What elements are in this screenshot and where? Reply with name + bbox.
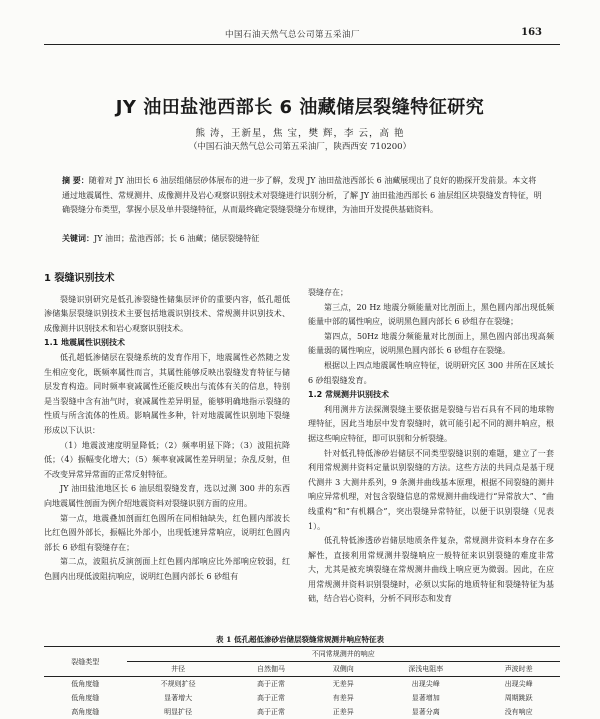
abstract [62,173,542,218]
paragraph: 裂缝存在； [308,288,348,297]
table-cell: 高于正常 [257,680,285,688]
header-rule [44,44,560,45]
table-header: 声波时差 [504,665,533,673]
table-cell: 无差异 [332,680,354,688]
page-number: 163 [521,27,542,38]
keywords [62,233,542,244]
section-heading-1: 1 裂缝识别技术 [44,273,115,284]
running-header [0,28,600,44]
running-title: 中国石油天然气总公司第五采油厂 [225,30,361,40]
paragraph: 第二点，波阻抗反演剖面上红色圆内部响应比外部响应较弱，红色圆内出现低波阻抗响应，说明红色圆内部长 6 砂组有 [44,557,290,581]
paragraph: 针对低孔特低渗砂岩储层不同类型裂缝识别的难题，建立了一套利用常规测井资料定量识别裂缝的方法。这些方法的共同点是基于现代测井 3 大测井系列，9 条测井曲线基本原理，根据不同裂缝的测井响应异常机理，对包含裂缝信息的常规测井曲线进行“异常放大”、“曲线重构”和“有机耦合”，突出裂缝异常特征，以便于识别裂缝（见表 1）。 [308,448,554,531]
table-cell: 有差异 [332,694,354,702]
paragraph: 根据以上四点地震属性响应特征，说明研究区 300 井所在区域长 6 砂组裂缝发育。 [308,360,554,385]
left-column [44,272,290,584]
table-cell: 高于正常 [257,708,285,716]
table-cell: 没有响应 [504,708,533,716]
paragraph: 第四点，50Hz 地震分频能量对比剖面上，黑色圆内部出现高频能量弱的属性响应，说明黑色圆内部长 6 砂组存在裂缝。 [308,331,554,356]
abstract-text: 随着对 JY 油田长 6 油层组储层砂体展布的进一步了解，发现 JY 油田盐池西部长 6 油藏展现出了良好的勘探开发前景。本文将通过地震属性、常规测井、成像测井及岩心观察识别技术对裂缝进行识别分析，了解 JY 油田盐池西部长 6 油层组区块裂缝发育特征，明确裂缝分布类型，掌握小层及单井裂缝特征，从而最终确定裂缝裂缝分布规律，为油田开发提供基础资料。 [62,176,542,214]
table-cell: 周期跳跃 [504,694,533,702]
table-cell: 显著增加 [411,694,440,702]
table-cell: 高于正常 [257,694,285,702]
keywords-text: JY 油田；盐池西部；长 6 油藏；储层裂缝特征 [94,234,260,243]
table-cell: 不规则扩径 [160,680,196,688]
paragraph: 裂缝识别研究是低孔渗裂缝性储集层评价的重要内容，低孔超低渗储集层裂缝识别技术主要包括地震识别技术、常规测井识别技术、成像测井识别技术和岩心观察识别技术。 [44,294,290,333]
table-cell: 高角度缝 [71,708,100,716]
subsection-heading-1-1: 1.1 地震属性识别技术 [44,338,125,348]
paragraph: JY 油田盐池地区长 6 油层组裂缝发育，选以过测 300 井的东西向地震属性剖面为例介绍地震资料对裂缝识别方面的应用。 [44,484,290,508]
table-cell: 低角度缝 [71,694,100,702]
affiliation: （中国石油天然气总公司第五采油厂，陕西西安 710200） [188,142,412,152]
paragraph: 利用测井方法探测裂缝主要依据是裂缝与岩石具有不同的地球物理特征，因此当地层中发育裂缝时，就可能引起不同的测井响应，根据这些响应特征，即可识别和分析裂缝。 [308,404,554,443]
paragraph: 第三点，20 Hz 地震分频能量对比剖面上，黑色圆内部出现低频能量中部的属性响应，说明黑色圆内部长 6 砂组存在裂缝； [308,302,554,327]
right-column [308,286,554,607]
table-header-group: 不同常规测井的响应 [127,647,560,662]
table-cell: 出现尖峰 [411,680,440,688]
table-header: 自然伽马 [257,665,285,673]
table-cell: 显著分离 [411,708,440,716]
paragraph: 低孔特低渗透砂岩储层地质条件复杂，常规测井资料本身存在多解性，直接利用常规测井裂缝响应一般特征来识别裂缝的难度非常大，尤其是被充填裂缝在常规测井曲线上响应更为微弱。因此，在应用常规测井资料识别裂缝时，必须以实际的地质特征和裂缝特征为基础，结合岩心资料，分析不同形态和发育 [308,536,554,604]
table-header-fracture-type: 裂缝类型 [71,657,100,666]
paper-title: JY 油田盐池西部长 6 油藏储层裂缝特征研究 [115,97,485,118]
table-cell: 出现尖峰 [504,680,533,688]
table-row [44,677,560,692]
paragraph: 第一点，地震叠加剖面红色圆所在同相轴缺失，红色圆内部波长比红色圆外部长，振幅比外部小，出现低速异常响应，说明红色圆内部长 6 砂组有裂缝存在； [44,513,290,552]
table-caption: 表 1 低孔超低渗砂岩储层裂缝常规测井响应特征表 [216,635,384,644]
table-header: 深浅电阻率 [408,665,444,673]
table-cell: 明显扩径 [164,708,193,716]
paragraph: （1）地震波速度明显降低；（2）频率明显下降；（3）波阻抗降低；（4）振幅变化增大；（5）频率衰减属性差异明显；杂乱反射，但不改变异常异常面的正常反射特征。 [44,440,290,479]
table-cell: 低角度缝 [71,680,100,688]
table-cell: 正差异 [332,708,354,716]
authors: 熊 涛，王新星，焦 宝，樊 辉，李 云，高 艳 [195,128,405,139]
keywords-label: 关键词： [62,233,94,243]
table-header: 双侧向 [332,665,354,673]
abstract-label: 摘 要： [62,175,89,185]
table-header: 井径 [171,665,186,673]
table-row [44,691,560,705]
table-row [44,705,560,719]
subsection-heading-1-2: 1.2 常规测井识别技术 [308,390,389,400]
paragraph: 低孔超低渗储层在裂缝系统的发育作用下，地震属性必然随之发生相应变化，既频率属性而言，其属性能够反映出裂缝发育特征与储层发育构造。同时频率衰减属性还能反映出与流体有关的信息，特别是当裂缝中含有油气时，衰减属性差异明显，能够明确地指示裂缝的性质与所含流体的性质。影响属性多种，针对地震属性识别地下裂缝形成以下认识： [44,352,290,435]
log-response-table [44,646,560,719]
table-cell: 显著增大 [164,694,193,702]
